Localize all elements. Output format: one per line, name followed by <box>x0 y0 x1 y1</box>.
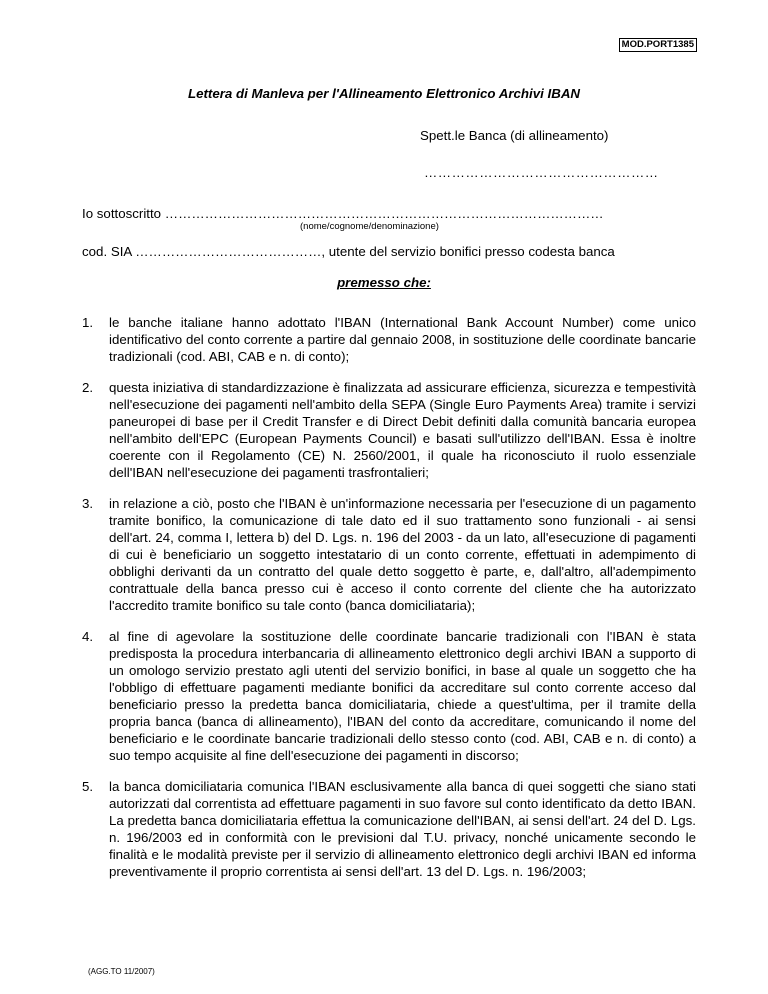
sia-code-line: cod. SIA ……………………………………, utente del servizio bonifici presso codesta banca <box>82 244 615 259</box>
revision-footer: (AGG.TO 11/2007) <box>88 967 155 976</box>
addressee-label: Spett.le Banca (di allineamento) <box>420 128 609 143</box>
list-item <box>82 314 696 365</box>
item-number: 5. <box>82 779 94 794</box>
premises-list <box>82 314 696 894</box>
item-number: 1. <box>82 315 94 330</box>
signatory-line: Io sottoscritto ……………………………………………………………………………………… <box>82 206 604 221</box>
form-code: MOD.PORT1385 <box>619 38 697 52</box>
list-item <box>82 628 696 764</box>
item-text: al fine di agevolare la sostituzione delle coordinate bancarie tradizionali con l'IBAN è stata predisposta la procedura interbancaria di allineamento elettronico degli archivi IBAN a supporto di un omologo servizio prestato agli utenti del servizio bonifici, in base al quale un soggetto che ha l'obbligo di effettuare pagamenti mediante bonifici da accreditare sul conto corrente acceso dal beneficiario presso la predetta banca domiciliataria, chiede a quest'ultima, per il tramite della propria banca (banca di allineamento), l'IBAN del conto da accreditare, comunicando il nome del beneficiario e le coordinate bancarie tradizionali dello stesso conto (cod. ABI, CAB e n. di conto) a suo tempo acquisite al fine dell'esecuzione dei pagamenti in discorso; <box>109 629 696 763</box>
signatory-sub-label: (nome/cognome/denominazione) <box>300 221 439 232</box>
item-text: in relazione a ciò, posto che l'IBAN è un'informazione necessaria per l'esecuzione di un pagamento tramite bonifico, la comunicazione di tale dato ed il suo trattamento sono funzionali - ai sensi dell'art. 24, comma I, lettera b) del D. Lgs. n. 196 del 2003 - da un lato, all'esecuzione di pagamenti di cui è beneficiario un soggetto intestatario di un conto corrente, effettuati in adempimento di obblighi derivanti da un contratto del quale detto soggetto è parte, e, dall'altro, all'adempimento contrattuale della banca presso cui è acceso il conto corrente del cliente che ha autorizzato l'accredito tramite bonifico su tale conto (banca domiciliataria); <box>109 496 696 613</box>
item-number: 2. <box>82 380 94 395</box>
item-number: 4. <box>82 629 94 644</box>
item-number: 3. <box>82 496 94 511</box>
item-text: le banche italiane hanno adottato l'IBAN (International Bank Account Number) come unico identificativo del conto corrente a partire dal gennaio 2008, in sostituzione delle coordinate bancarie tradizionali (cod. ABI, CAB e n. di conto); <box>109 315 696 364</box>
list-item <box>82 495 696 614</box>
list-item <box>82 778 696 880</box>
addressee-fill-line: …………………………………………… <box>424 165 659 180</box>
premesso-heading: premesso che: <box>337 275 431 290</box>
item-text: questa iniziativa di standardizzazione è finalizzata ad assicurare efficienza, sicurezza e tempestività nell'esecuzione dei pagamenti nell'ambito della SEPA (Single Euro Payments Area) tramite i servizi paneuropei di base per il Credit Transfer e di Direct Debit definiti dalla comunità bancaria europea nell'ambito dell'EPC (European Payments Council) e basati sull'utilizzo dell'IBAN. Essa è inoltre coerente con il Regolamento (CE) N. 2560/2001, il quale ha riconosciuto il ruolo essenziale dell'IBAN nell'esecuzione dei pagamenti trasfrontalieri; <box>109 380 696 480</box>
item-text: la banca domiciliataria comunica l'IBAN esclusivamente alla banca di quei soggetti che siano stati autorizzati dal correntista ad effettuare pagamenti in suo favore sul conto identificato da detto IBAN. La predetta banca domiciliataria effettua la comunicazione dell'IBAN, ai sensi dell'art. 24 del D. Lgs. n. 196/2003 ed in conformità con le previsioni dal T.U. privacy, nonché unicamente secondo le finalità e le modalità previste per il servizio di allineamento elettronico degli archivi IBAN ed informa preventivamente il proprio correntista ai sensi dell'art. 13 del D. Lgs. n. 196/2003; <box>109 779 696 879</box>
list-item <box>82 379 696 481</box>
letter-title: Lettera di Manleva per l'Allineamento Elettronico Archivi IBAN <box>187 86 581 101</box>
